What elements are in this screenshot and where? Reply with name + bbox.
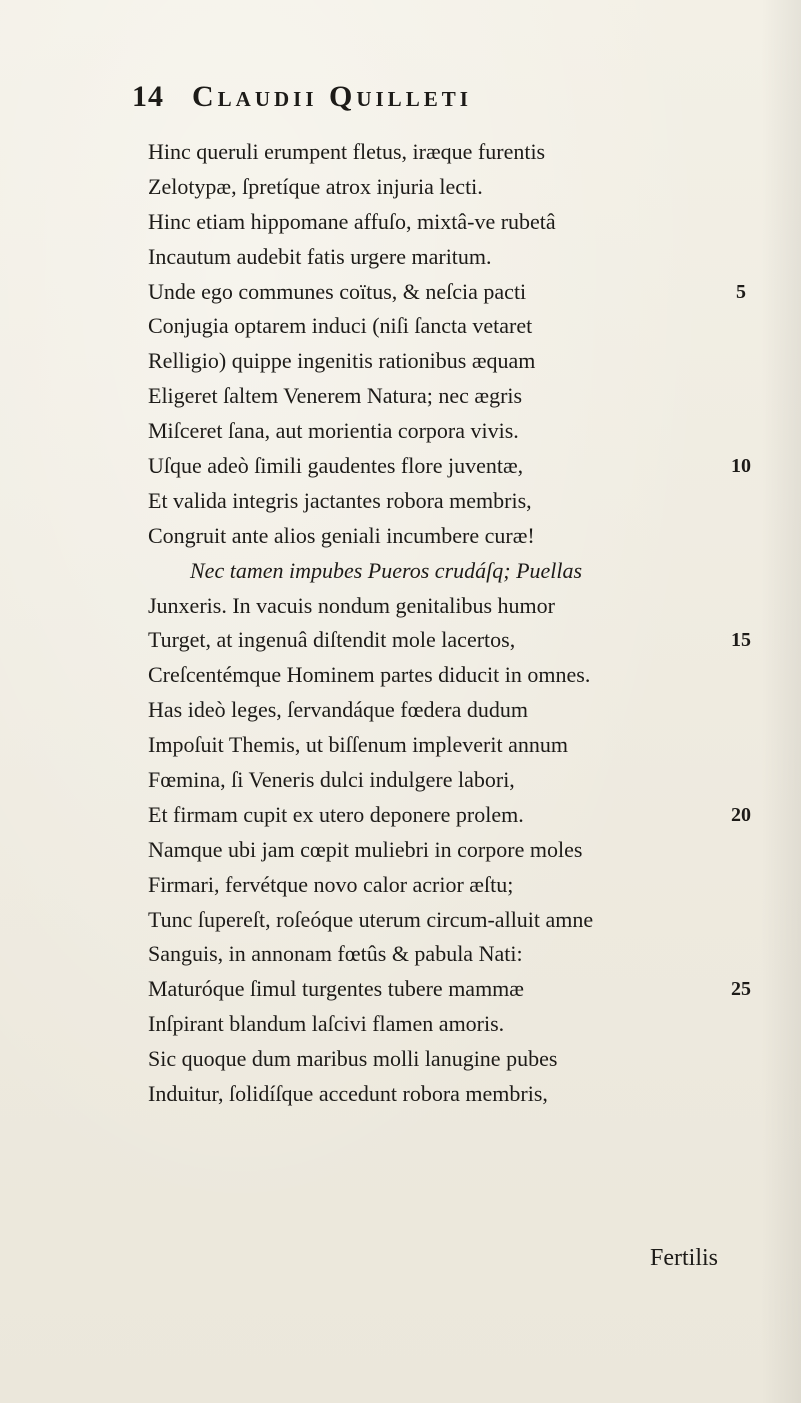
line-number: 20: [731, 803, 751, 826]
verse-line-text: Namque ubi jam cœpit muliebri in corpore moles: [148, 836, 583, 862]
verse-line-text: Hinc etiam hippomane affuſo, mixtâ-ve rubetâ: [148, 208, 556, 234]
verse-line: [148, 205, 768, 240]
verse-line-text: Relligio) quippe ingenitis rationibus æquam: [148, 348, 536, 374]
verse-line: [148, 972, 768, 1007]
catchword: Fertilis: [650, 1245, 719, 1271]
verse-line: [148, 1042, 768, 1077]
verse-line-text: Turget, at ingenuâ diſtendit mole lacertos,: [148, 627, 516, 653]
verse-line-text: Induitur, ſolidíſque accedunt robora membris,: [148, 1081, 548, 1107]
verse-line: [148, 484, 768, 519]
verse-line: [148, 519, 768, 554]
verse-line-text: Uſque adeò ſimili gaudentes flore juventæ,: [148, 453, 524, 479]
verse-line: [148, 623, 768, 658]
verse-line-text: Tunc ſupereſt, roſeóque uterum circum-alluit amne: [148, 906, 594, 932]
verse-line: [148, 868, 768, 903]
page-number: 14: [132, 80, 164, 113]
verse-line: [148, 554, 768, 589]
verse-line-text: Inſpirant blandum laſcivi flamen amoris.: [148, 1011, 505, 1037]
line-number: 15: [731, 629, 751, 652]
verse-line: [148, 449, 768, 484]
poem-text: [148, 135, 768, 1112]
verse-line-text: Zelotypæ, ſpretíque atrox injuria lecti.: [148, 173, 483, 199]
verse-line-text: Nec tamen impubes Pueros crudáſq; Puellas: [190, 557, 583, 583]
page-header: [132, 80, 712, 130]
verse-line-text: Firmari, fervétque novo calor acrior æſtu;: [148, 871, 514, 897]
verse-line: [148, 763, 768, 798]
verse-line: [148, 135, 768, 170]
verse-line: [148, 1007, 768, 1042]
verse-line: [148, 833, 768, 868]
verse-line: [148, 693, 768, 728]
verse-line-text: Maturóque ſimul turgentes tubere mammæ: [148, 976, 524, 1002]
verse-line-text: Creſcentémque Hominem partes diducit in omnes.: [148, 662, 591, 688]
line-number: 10: [731, 455, 751, 478]
verse-line: [148, 1077, 768, 1112]
verse-line-text: Junxeris. In vacuis nondum genitalibus humor: [148, 592, 555, 618]
verse-line-text: Et firmam cupit ex utero deponere prolem.: [148, 801, 524, 827]
verse-line: [148, 275, 768, 310]
running-title: Claudii Quilleti: [192, 80, 472, 113]
verse-line-text: Congruit ante alios geniali incumbere curæ!: [148, 522, 535, 548]
line-number: 5: [736, 280, 746, 303]
verse-line-text: Miſceret ſana, aut morientia corpora vivis.: [148, 418, 519, 444]
verse-line: [148, 658, 768, 693]
verse-line-text: Eligeret ſaltem Venerem Natura; nec ægris: [148, 383, 523, 409]
verse-line-text: Hinc queruli erumpent fletus, iræque furentis: [148, 139, 546, 164]
verse-line-text: Impoſuit Themis, ut biſſenum impleverit annum: [148, 732, 568, 758]
verse-line-text: Unde ego communes coïtus, & neſcia pacti: [148, 278, 527, 304]
verse-line-text: Sanguis, in annonam fœtûs & pabula Nati:: [148, 941, 523, 967]
verse-line: [148, 937, 768, 972]
verse-line-text: Et valida integris jactantes robora membris,: [148, 487, 532, 513]
verse-line: [148, 414, 768, 449]
verse-line-text: Incautum audebit fatis urgere maritum.: [148, 243, 492, 269]
verse-line: [148, 798, 768, 833]
verse-line: [148, 589, 768, 624]
verse-line: [148, 903, 768, 938]
verse-line: [148, 379, 768, 414]
verse-line-text: Fœmina, ſi Veneris dulci indulgere labori,: [148, 767, 515, 793]
verse-line: [148, 344, 768, 379]
verse-line: [148, 170, 768, 205]
verse-line-text: Has ideò leges, ſervandáque fœdera dudum: [148, 697, 528, 723]
verse-line-text: Sic quoque dum maribus molli lanugine pubes: [148, 1046, 558, 1072]
line-number: 25: [731, 978, 751, 1001]
verse-line: [148, 309, 768, 344]
verse-line-text: Conjugia optarem induci (niſi ſancta vetaret: [148, 313, 533, 339]
verse-line: [148, 728, 768, 763]
verse-line: [148, 240, 768, 275]
